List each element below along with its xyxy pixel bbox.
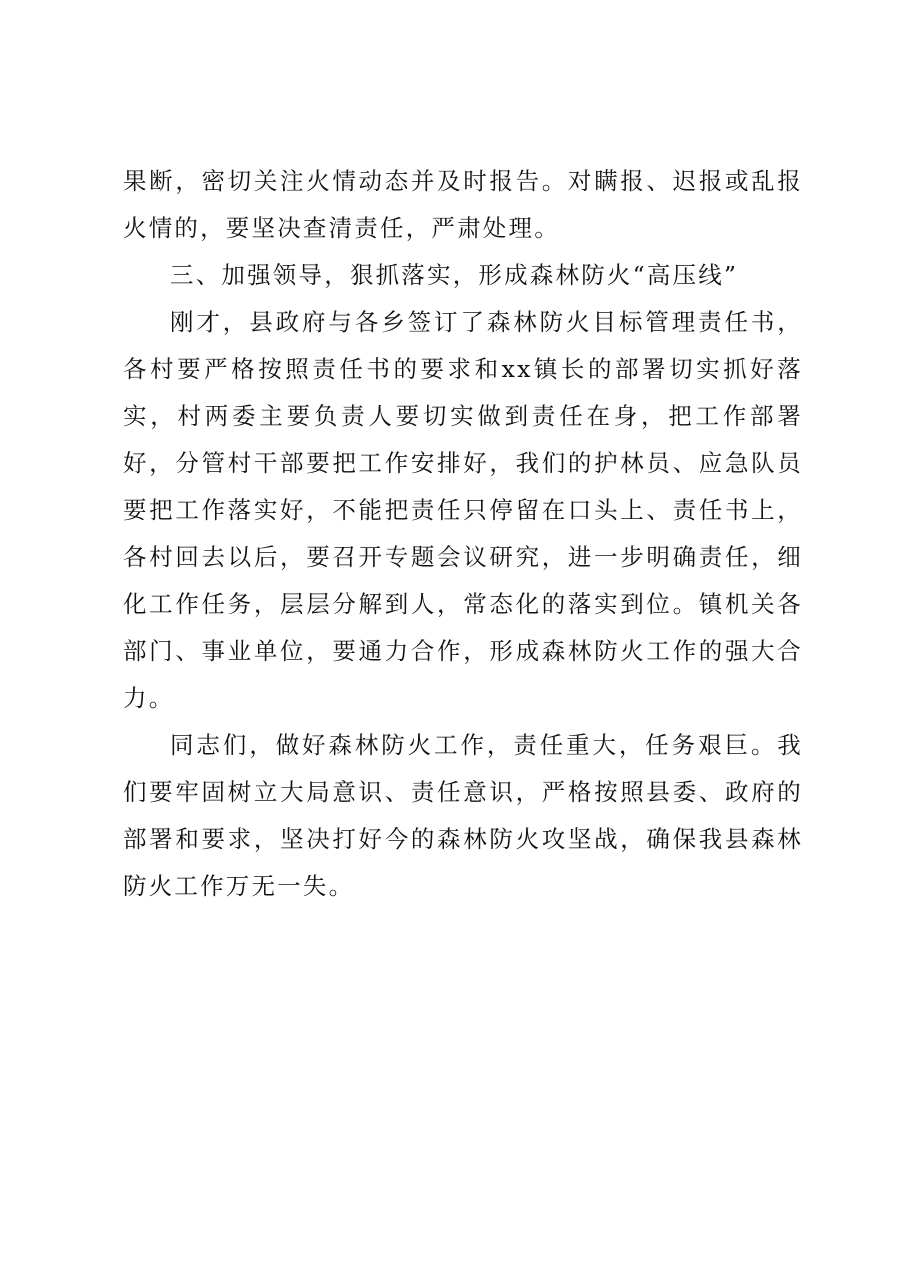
- paragraph-continuation: 果断，密切关注火情动态并及时报告。对瞒报、迟报或乱报火情的，要坚决查清责任，严肃处理。: [123, 167, 803, 242]
- paragraph-responsibility: 刚才，县政府与各乡签订了森林防火目标管理责任书，各村要严格按照责任书的要求和xx镇长的部署切实抓好落实，村两委主要负责人要切实做到责任在身，把工作部署好，分管村干部要把工作安排好，我们的护林员、应急队员要把工作落实好，不能把责任只停留在口头上、责任书上，各村回去以后，要召开专题会议研究，进一步明确责任，细化工作任务，层层分解到人，常态化的落实到位。镇机关各部门、事业单位，要通力合作，形成森林防火工作的强大合力。: [123, 308, 803, 712]
- paragraph-closing: 同志们，做好森林防火工作，责任重大，任务艰巨。我们要牢固树立大局意识、责任意识，严格按照县委、政府的部署和要求，坚决打好今的森林防火攻坚战，确保我县森林防火工作万无一失。: [123, 731, 803, 900]
- document-body: [123, 158, 803, 910]
- section-heading: 三、加强领导，狠抓落实，形成森林防火“高压线”: [170, 261, 739, 289]
